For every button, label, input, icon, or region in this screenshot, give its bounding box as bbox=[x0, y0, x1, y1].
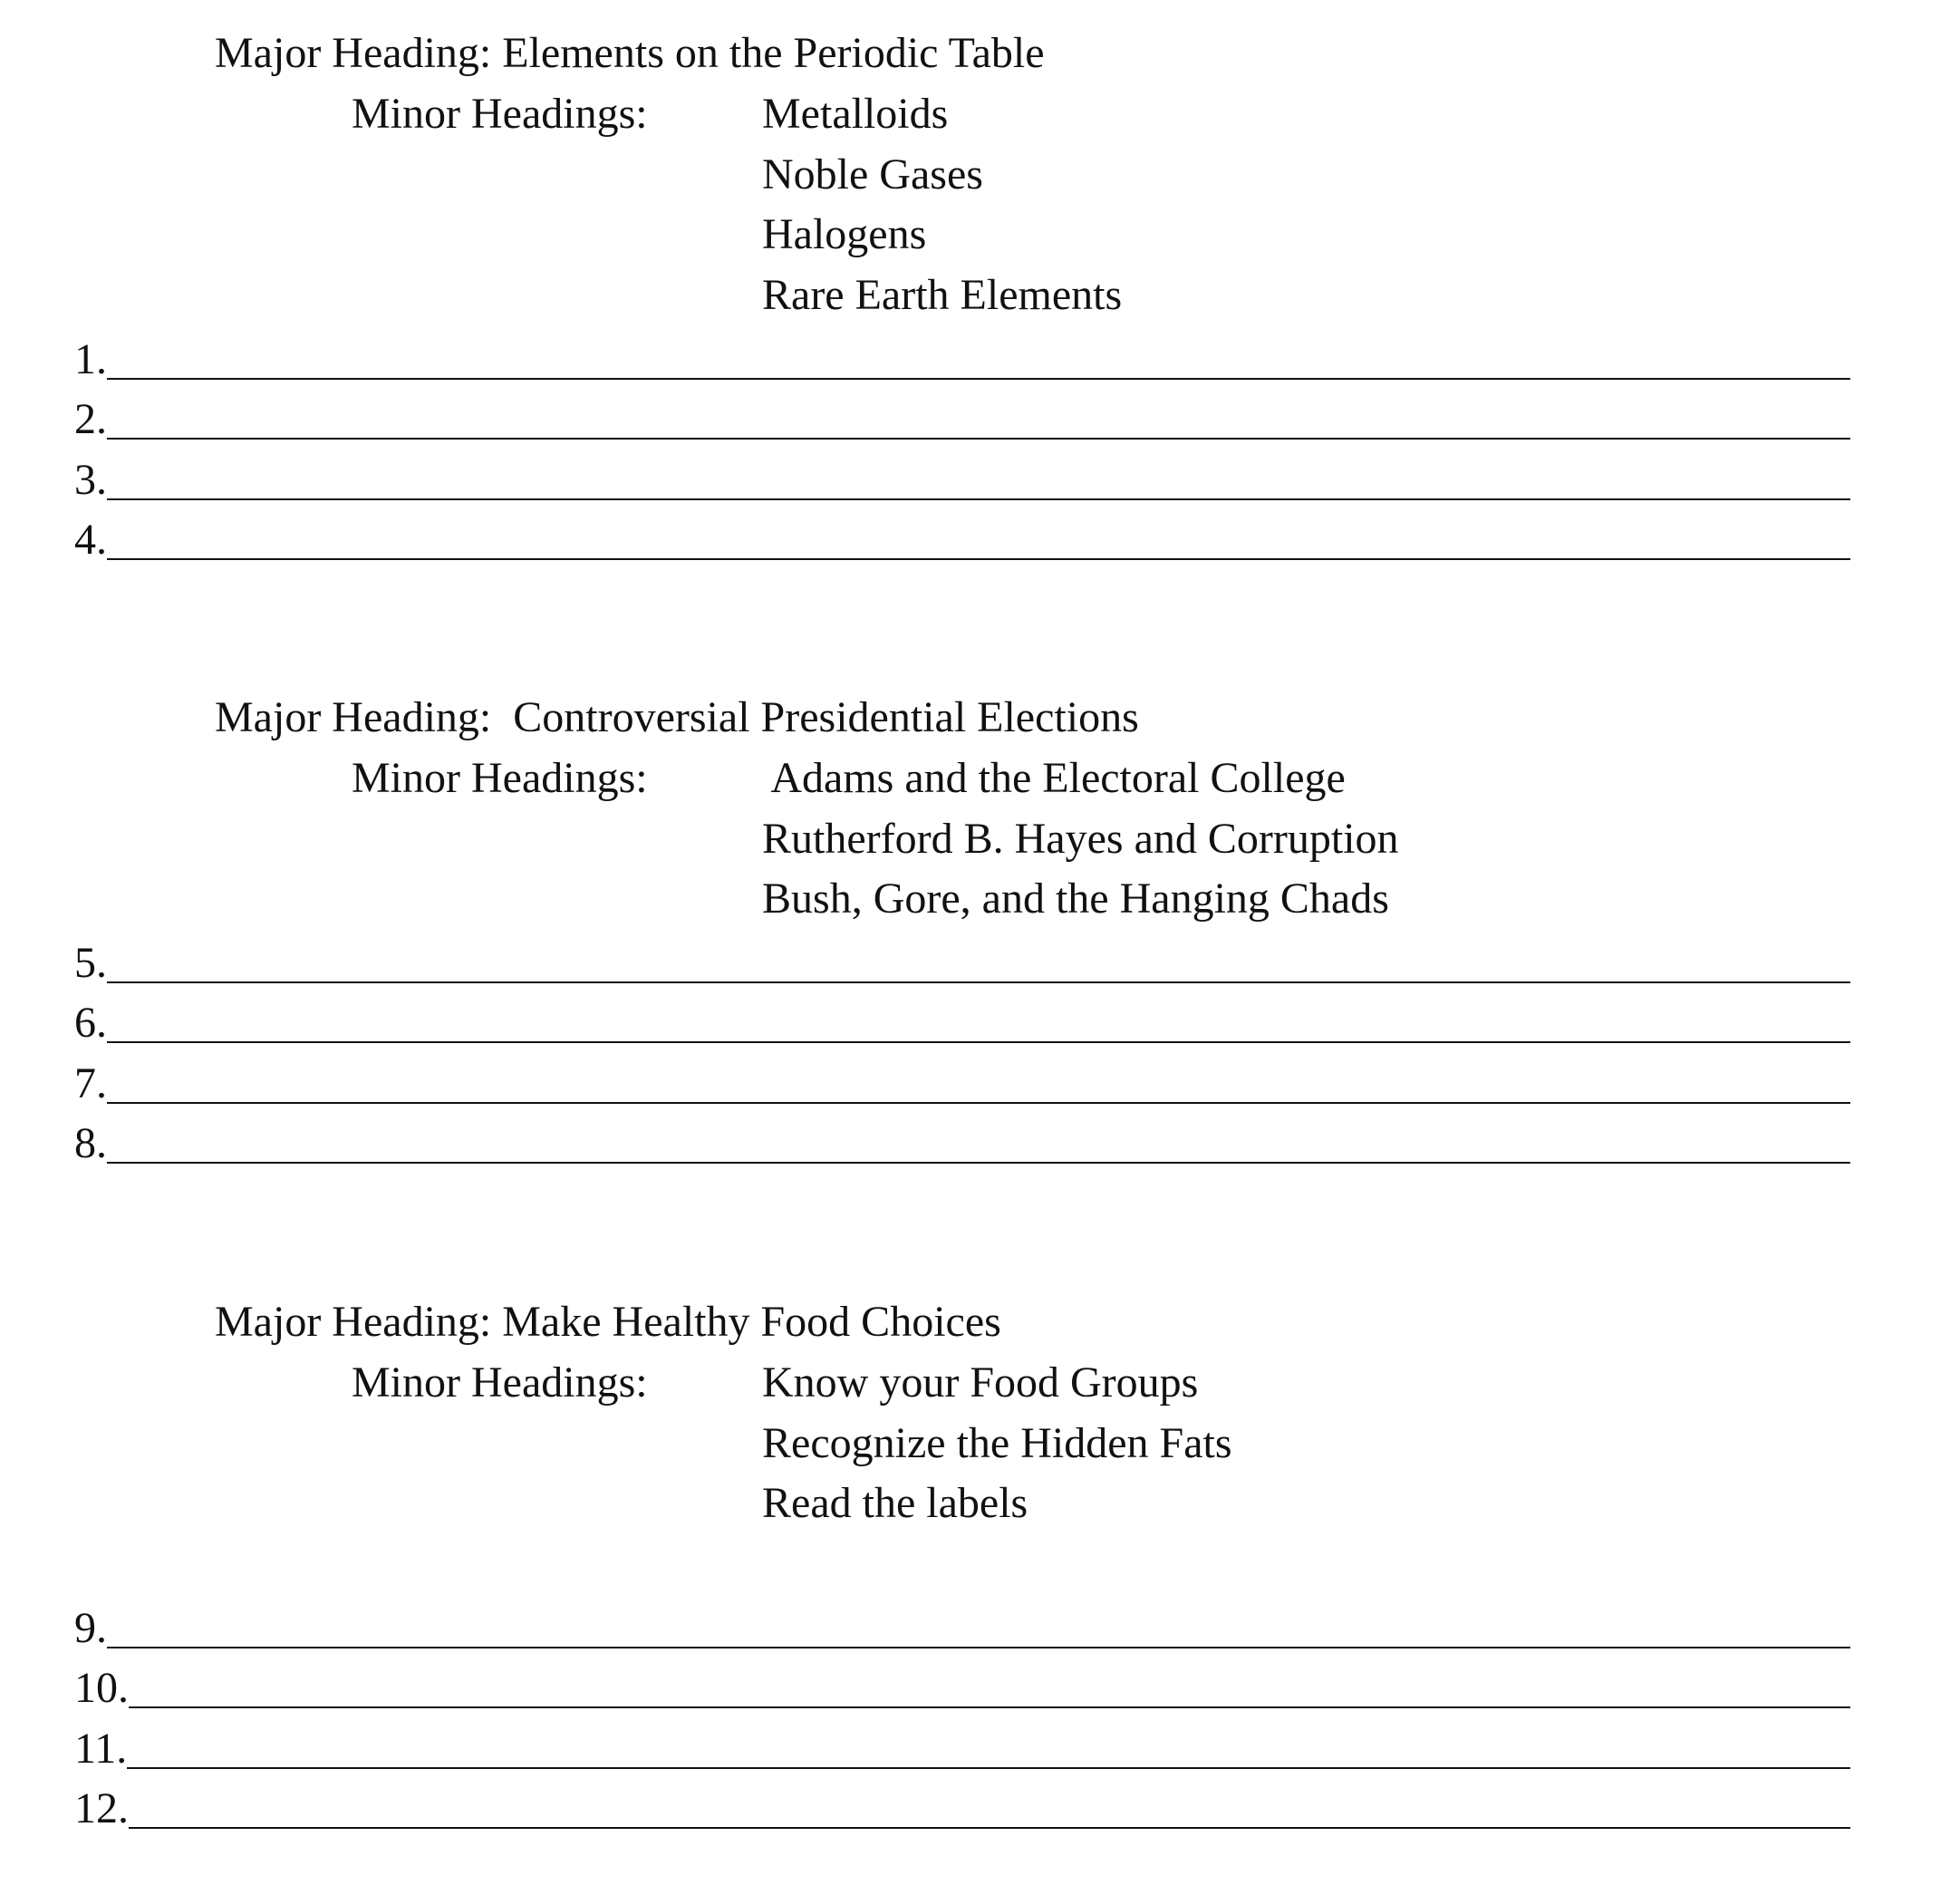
answer-number: 11. bbox=[74, 1724, 128, 1773]
answer-row[interactable] bbox=[74, 1047, 1850, 1107]
answer-lines bbox=[74, 926, 1850, 1167]
answer-number: 1. bbox=[74, 334, 107, 383]
answer-row[interactable] bbox=[74, 1652, 1850, 1713]
minor-heading-item: Noble Gases bbox=[762, 150, 983, 198]
minor-heading-item: Read the labels bbox=[762, 1479, 1028, 1527]
answer-row[interactable] bbox=[74, 383, 1850, 444]
answer-row[interactable] bbox=[74, 1591, 1850, 1652]
minor-headings-label: Minor Headings: bbox=[352, 754, 648, 802]
minor-heading-item: Know your Food Groups bbox=[762, 1358, 1199, 1406]
answer-blank-line[interactable] bbox=[107, 438, 1850, 500]
answer-row[interactable] bbox=[74, 987, 1850, 1048]
answer-blank-line[interactable] bbox=[107, 317, 1850, 380]
answer-number: 5. bbox=[74, 938, 107, 987]
answer-number: 7. bbox=[74, 1058, 107, 1107]
answer-number: 10. bbox=[74, 1664, 129, 1712]
answer-number: 4. bbox=[74, 516, 107, 564]
minor-heading-item: Metalloids bbox=[762, 90, 949, 138]
answer-number: 12. bbox=[74, 1784, 129, 1832]
answer-blank-line[interactable] bbox=[107, 981, 1850, 1044]
answer-row[interactable] bbox=[74, 504, 1850, 565]
answer-blank-line[interactable] bbox=[107, 921, 1850, 983]
answer-blank-line[interactable] bbox=[107, 1041, 1850, 1104]
answer-blank-line[interactable] bbox=[107, 378, 1850, 440]
minor-heading-item: Adams and the Electoral College bbox=[762, 754, 1346, 802]
answer-blank-line[interactable] bbox=[127, 1706, 1850, 1769]
minor-heading-item: Recognize the Hidden Fats bbox=[762, 1418, 1232, 1467]
answer-blank-line[interactable] bbox=[107, 1586, 1850, 1648]
minor-headings-list bbox=[762, 84, 1122, 325]
minor-headings-list bbox=[762, 749, 1399, 930]
answer-row[interactable] bbox=[74, 1773, 1850, 1833]
answer-lines bbox=[74, 1591, 1850, 1832]
answer-blank-line[interactable] bbox=[107, 498, 1850, 561]
major-heading: Major Heading: Controversial Presidential Elections bbox=[215, 693, 1139, 741]
major-heading: Major Heading: Elements on the Periodic Table bbox=[215, 29, 1045, 77]
answer-number: 6. bbox=[74, 999, 107, 1047]
answer-blank-line[interactable] bbox=[107, 1102, 1850, 1165]
minor-headings-list bbox=[762, 1353, 1232, 1534]
minor-heading-item: Bush, Gore, and the Hanging Chads bbox=[762, 875, 1389, 923]
answer-number: 9. bbox=[74, 1603, 107, 1652]
answer-number: 2. bbox=[74, 395, 107, 443]
answer-number: 3. bbox=[74, 455, 107, 504]
minor-headings-label: Minor Headings: bbox=[352, 1358, 648, 1406]
minor-heading-item: Halogens bbox=[762, 210, 927, 258]
answer-row[interactable] bbox=[74, 1107, 1850, 1168]
answer-row[interactable] bbox=[74, 1712, 1850, 1773]
answer-blank-line[interactable] bbox=[129, 1767, 1850, 1830]
minor-headings-label: Minor Headings: bbox=[352, 90, 648, 138]
answer-row[interactable] bbox=[74, 323, 1850, 383]
minor-heading-item: Rare Earth Elements bbox=[762, 270, 1123, 319]
minor-heading-item: Rutherford B. Hayes and Corruption bbox=[762, 814, 1399, 863]
answer-lines bbox=[74, 323, 1850, 564]
answer-number: 8. bbox=[74, 1119, 107, 1167]
answer-row[interactable] bbox=[74, 443, 1850, 504]
answer-blank-line[interactable] bbox=[129, 1647, 1850, 1709]
major-heading: Major Heading: Make Healthy Food Choices bbox=[215, 1298, 1001, 1346]
answer-row[interactable] bbox=[74, 926, 1850, 987]
